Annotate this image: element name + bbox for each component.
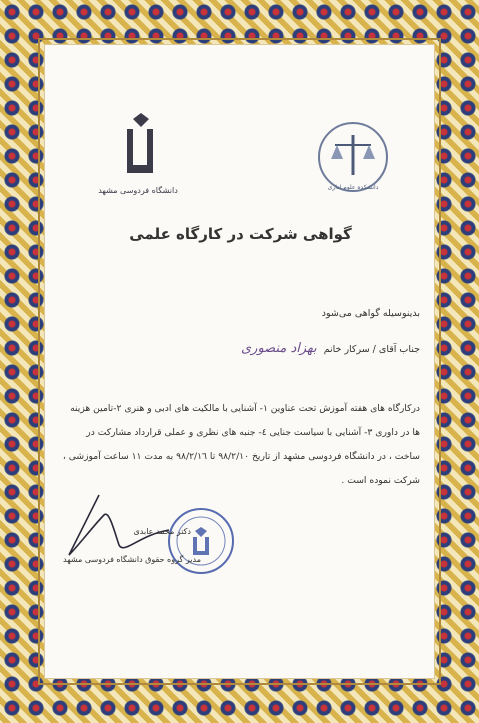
faculty-emblem-text: دانشکده علوم اداری [327, 184, 379, 191]
university-logo-text: دانشگاه فردوسی مشهد [98, 186, 178, 195]
university-logo-icon [98, 109, 178, 199]
official-stamp-icon [165, 505, 237, 577]
certificate-content [44, 44, 435, 679]
intro-text: بدینوسیله گواهی می‌شود [321, 308, 420, 319]
recipient-line [241, 341, 420, 356]
certificate-title: گواهی شرکت در کارگاه علمی [129, 225, 352, 243]
recipient-name: بهزاد منصوری [241, 341, 317, 356]
faculty-emblem-icon [313, 117, 393, 197]
certificate-body: درکارگاه های هفته آموزش تحت عناوین ۱- آشنایی با مالکیت های ادبی و هنری ۲-تامین هزینه ها در داوری ۳- آشنایی با سیاست جنایی ٤- جنبه های نظری و عملی قرارداد مشارکت در ساخت ، در دانشگاه فردوسی مشهد از تاریخ ۹۸/۲/۱۰ تا ۹۸/۲/۱٦ به مدت ۱۱ ساعت آموزشی ، شرکت نموده است . [62, 403, 420, 486]
recipient-prefix: جناب آقای / سرکار خانم [323, 344, 420, 355]
signer-role: مدیر گروه حقوق دانشگاه فردوسی مشهد [63, 555, 201, 564]
signer-name: دکتر محمد عابدی [133, 527, 191, 536]
